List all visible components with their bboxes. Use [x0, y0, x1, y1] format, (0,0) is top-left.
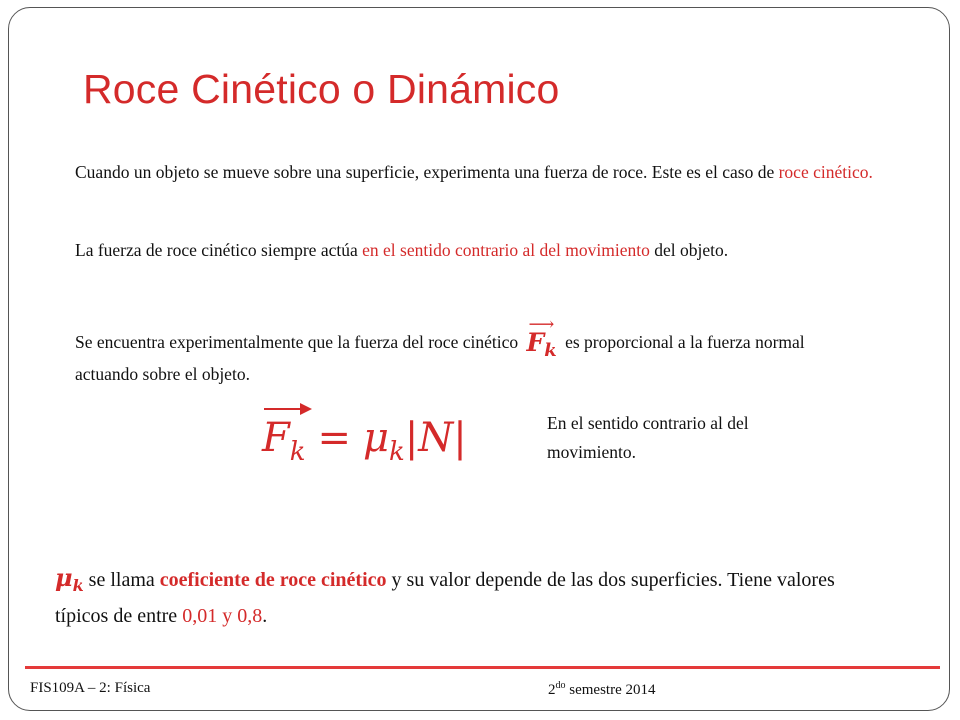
bottom-text3: . — [262, 605, 268, 627]
para1-text: Cuando un objeto se mueve sobre una superficie, experimenta una fuerza de roce. Este es el caso de — [75, 162, 779, 182]
friction-equation — [262, 408, 467, 468]
fk-vector-symbol: ⟶ $F_k$ — [526, 314, 557, 361]
equation-normal: |N| — [404, 415, 467, 461]
mu-k-symbol: $\mu_k$ — [55, 563, 84, 595]
footer-course: FIS109A – 2: Física — [30, 680, 151, 696]
para1-highlight: roce cinético. — [778, 162, 873, 182]
bottom-text1: se llama — [83, 569, 160, 591]
coefficient-term: coeficiente de roce cinético — [159, 569, 387, 591]
equation-equals: = — [317, 415, 352, 461]
equation-force-vector: $F_k$ — [262, 408, 306, 482]
para2-text-after: del objeto. — [649, 240, 729, 260]
paragraph-coefficient — [55, 562, 855, 632]
para2-text-before: La fuerza de roce cinético siempre actúa — [75, 240, 363, 260]
paragraph-proportional — [75, 314, 865, 389]
side-note: En el sentido contrario al del movimiento. — [547, 413, 749, 462]
slide-title: Roce Cinético o Dinámico — [83, 66, 560, 112]
paragraph-direction — [75, 236, 845, 265]
vector-arrow-icon: ⟶ — [528, 314, 555, 335]
para3-text-after: es proporcional a la fuerza normal actuando sobre el objeto. — [75, 332, 805, 384]
para2-highlight: en el sentido contrario al del movimiento — [362, 240, 650, 260]
bottom-text2: y su valor depende de las dos superficies. Tiene valores típicos de entre — [55, 569, 835, 627]
footer-divider — [25, 666, 940, 669]
paragraph-kinetic-intro — [75, 158, 875, 187]
para3-text-before: Se encuentra experimentalmente que la fuerza del roce cinético — [75, 332, 523, 352]
value-range: 0,01 y 0,8 — [182, 605, 263, 627]
equation-mu: $\mu_k$ — [363, 415, 405, 467]
footer-semester: $2^{do}$ semestre 2014 — [548, 680, 656, 698]
